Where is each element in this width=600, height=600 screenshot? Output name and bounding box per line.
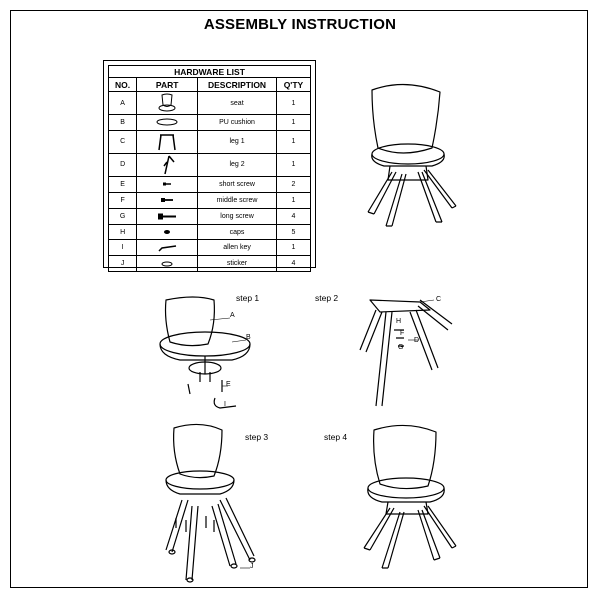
row-qty: 1 <box>276 192 310 208</box>
step-1-label: step 1 <box>236 293 260 303</box>
callout-h: H <box>396 318 402 325</box>
step-2-drawing <box>360 300 452 406</box>
row-qty: 1 <box>276 240 310 256</box>
row-no: C <box>109 130 137 153</box>
row-no: J <box>109 256 137 272</box>
step-4-drawing <box>364 425 456 568</box>
row-qty: 1 <box>276 115 310 131</box>
hardware-list-caption: HARDWARE LIST <box>109 66 311 78</box>
column-header-no: NO. <box>109 78 137 92</box>
column-header-qty: Q'TY <box>276 78 310 92</box>
row-description: leg 1 <box>198 130 277 153</box>
row-description: sticker <box>198 256 277 272</box>
step-4-label: step 4 <box>324 432 348 442</box>
callout-c: C <box>436 296 442 303</box>
row-no: H <box>109 224 137 240</box>
row-description: long screw <box>198 208 277 224</box>
column-header-description: DESCRIPTION <box>198 78 277 92</box>
callout-e: E <box>226 381 231 388</box>
assembled-chair-drawing <box>368 84 456 226</box>
row-qty: 1 <box>276 130 310 153</box>
callout-a: A <box>230 312 235 319</box>
callout-d: D <box>414 337 420 344</box>
row-qty: 1 <box>276 153 310 176</box>
row-no: B <box>109 115 137 131</box>
row-no: I <box>109 240 137 256</box>
callout-b: B <box>246 334 251 341</box>
step-2-label: step 2 <box>315 293 339 303</box>
row-description: PU cushion <box>198 115 277 131</box>
callout-g: G <box>398 344 404 351</box>
callout-j: J <box>250 563 254 570</box>
row-description: caps <box>198 224 277 240</box>
row-description: leg 2 <box>198 153 277 176</box>
callout-f: F <box>400 330 405 337</box>
row-no: E <box>109 176 137 192</box>
column-header-part: PART <box>137 78 198 92</box>
row-qty: 2 <box>276 176 310 192</box>
row-no: G <box>109 208 137 224</box>
row-description: seat <box>198 92 277 115</box>
step-1-drawing <box>160 297 250 408</box>
step-3-label: step 3 <box>245 432 269 442</box>
row-description: short screw <box>198 176 277 192</box>
row-qty: 5 <box>276 224 310 240</box>
callout-i: I <box>224 401 226 408</box>
row-qty: 1 <box>276 92 310 115</box>
row-qty: 4 <box>276 208 310 224</box>
row-no: A <box>109 92 137 115</box>
row-qty: 4 <box>276 256 310 272</box>
row-no: D <box>109 153 137 176</box>
row-description: allen key <box>198 240 277 256</box>
row-description: middle screw <box>198 192 277 208</box>
page-title: ASSEMBLY INSTRUCTION <box>203 16 397 33</box>
row-no: F <box>109 192 137 208</box>
step-3-drawing <box>166 424 255 582</box>
